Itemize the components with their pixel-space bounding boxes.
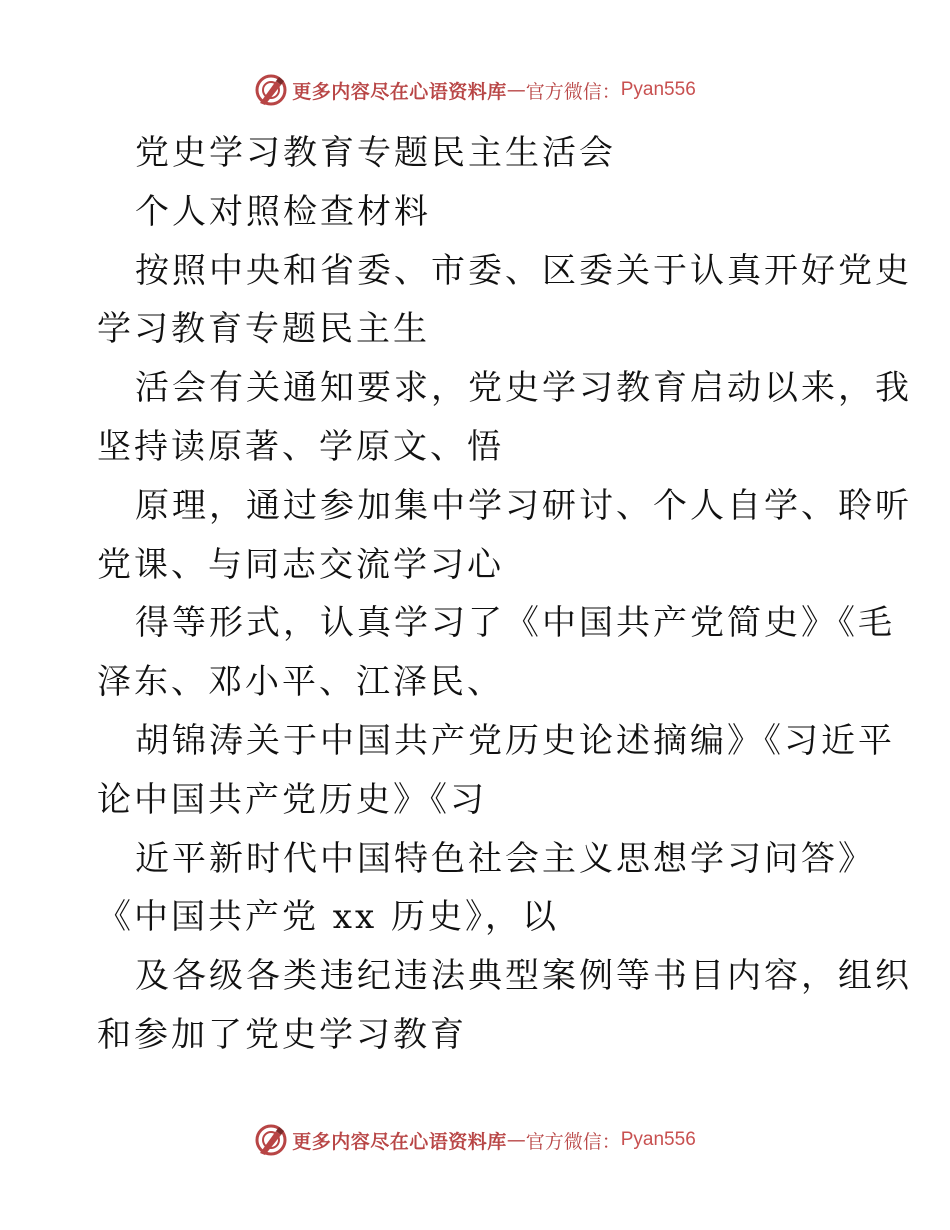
text-line: 胡锦涛关于中国共产党历史论述摘编》《习近平 xyxy=(135,720,895,761)
text-line: 论中国共产党历史》《习 xyxy=(97,779,487,820)
text-line: 近平新时代中国特色社会主义思想学习问答》 xyxy=(135,838,875,879)
pen-logo-icon xyxy=(254,73,288,107)
text-line: 学习教育专题民主生 xyxy=(97,309,430,350)
text-line: 及各级各类违纪违法典型案例等书目内容，组织 xyxy=(135,956,912,997)
document-subtitle: 个人对照检查材料 xyxy=(135,191,431,232)
text-line: 原理，通过参加集中学习研讨、个人自学、聆听 xyxy=(135,485,912,526)
text-line: 得等形式，认真学习了《中国共产党简史》《毛 xyxy=(135,603,895,644)
header-banner xyxy=(0,70,950,110)
banner-wechat-handle: Pyan556 xyxy=(620,1129,696,1150)
text-line: 《中国共产党 xx 历史》，以 xyxy=(97,897,559,938)
banner-wechat-label: 官方微信： xyxy=(525,80,621,103)
banner-dash: — xyxy=(506,79,526,101)
banner-wechat-handle: Pyan556 xyxy=(620,79,696,100)
footer-banner xyxy=(0,1120,950,1160)
text-line: 按照中央和省委、市委、区委关于认真开好党史 xyxy=(135,250,912,291)
text-line: 泽东、邓小平、江泽民、 xyxy=(97,662,504,703)
document-title: 党史学习教育专题民主生活会 xyxy=(135,133,616,173)
banner-dash: — xyxy=(506,1129,526,1151)
banner-site-name: 更多内容尽在心语资料库 xyxy=(292,80,507,103)
text-line: 和参加了党史学习教育 xyxy=(97,1014,467,1055)
pen-logo-icon xyxy=(254,1123,288,1157)
banner-site-name: 更多内容尽在心语资料库 xyxy=(292,1130,507,1153)
text-line: 坚持读原著、学原文、悟 xyxy=(97,426,504,467)
text-line: 党课、与同志交流学习心 xyxy=(97,544,504,585)
banner-wechat-label: 官方微信： xyxy=(525,1130,621,1153)
text-line: 活会有关通知要求，党史学习教育启动以来，我 xyxy=(135,368,912,409)
document-body xyxy=(97,124,912,1065)
